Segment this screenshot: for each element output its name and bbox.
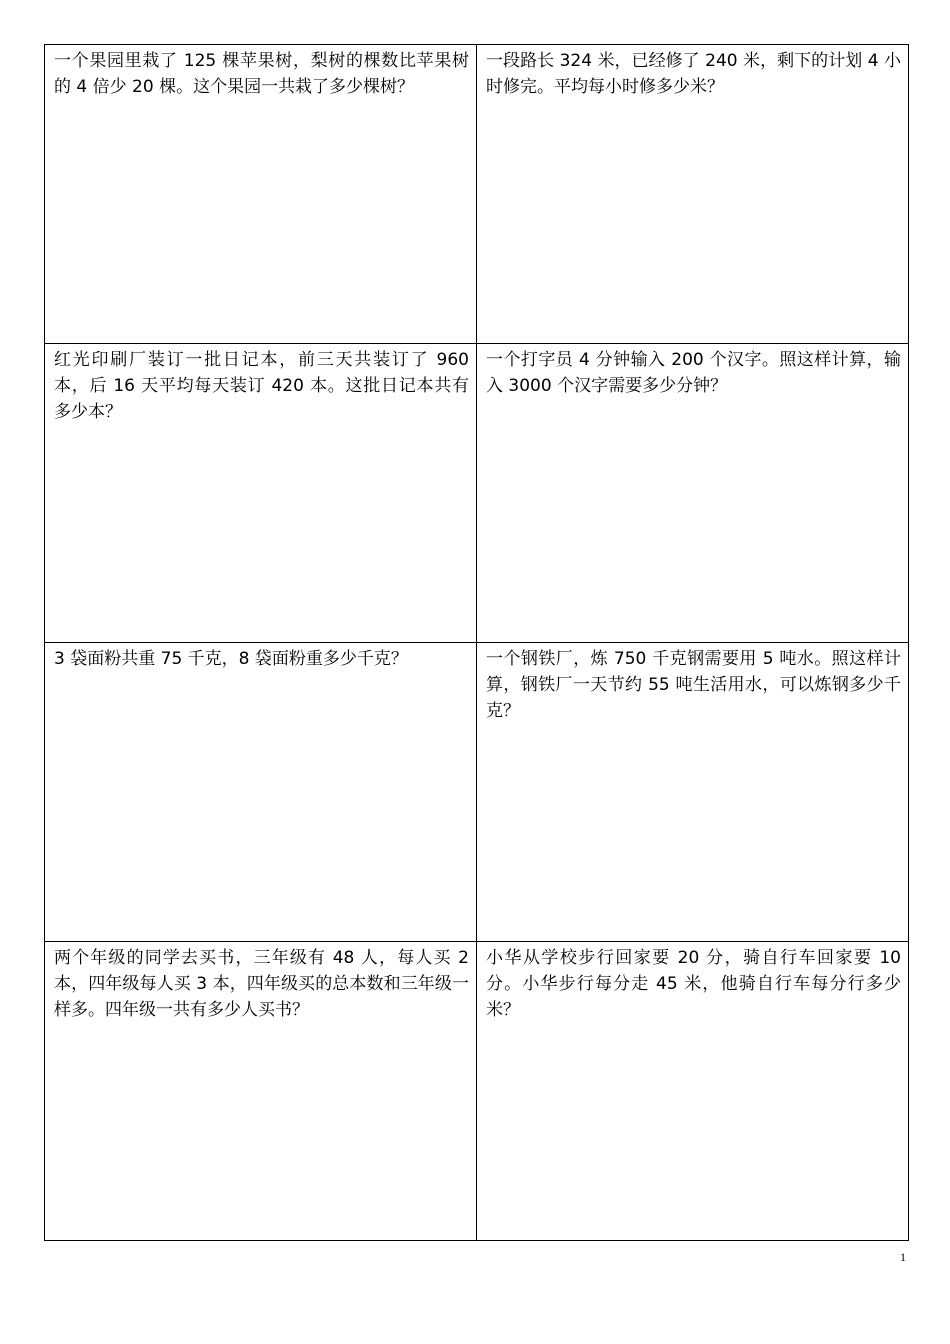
problem-text: 小华从学校步行回家要 20 分，骑自行车回家要 10 分。小华步行每分走 45 米，他骑自行车每分行多少米？ <box>486 948 901 1020</box>
problem-row <box>45 643 909 942</box>
problem-row <box>45 942 909 1241</box>
problem-text: 一段路长 324 米，已经修了 240 米，剩下的计划 4 小时修完。平均每小时修多少米？ <box>486 51 901 97</box>
problem-cell <box>477 643 909 942</box>
problem-cell <box>477 45 909 344</box>
problem-cell <box>45 344 477 643</box>
problem-row <box>45 45 909 344</box>
problem-text: 一个果园里栽了 125 棵苹果树，梨树的棵数比苹果树的 4 倍少 20 棵。这个果园一共栽了多少棵树？ <box>54 51 469 97</box>
problem-row <box>45 344 909 643</box>
problem-text: 红光印刷厂装订一批日记本，前三天共装订了 960 本，后 16 天平均每天装订 420 本。这批日记本共有多少本？ <box>54 350 469 422</box>
problem-cell <box>45 643 477 942</box>
page-number: 1 <box>900 1250 906 1264</box>
problem-text: 两个年级的同学去买书，三年级有 48 人，每人买 2 本，四年级每人买 3 本，四年级买的总本数和三年级一样多。四年级一共有多少人买书？ <box>54 948 469 1020</box>
problem-text: 3 袋面粉共重 75 千克，8 袋面粉重多少千克？ <box>54 649 408 669</box>
problem-cell <box>477 942 909 1241</box>
problem-text: 一个打字员 4 分钟输入 200 个汉字。照这样计算，输入 3000 个汉字需要多少分钟？ <box>486 350 901 396</box>
problem-cell <box>45 942 477 1241</box>
problem-cell <box>45 45 477 344</box>
problem-cell <box>477 344 909 643</box>
problem-grid <box>44 44 909 1241</box>
problem-text: 一个钢铁厂，炼 750 千克钢需要用 5 吨水。照这样计算，钢铁厂一天节约 55 吨生活用水，可以炼钢多少千克？ <box>486 649 901 721</box>
